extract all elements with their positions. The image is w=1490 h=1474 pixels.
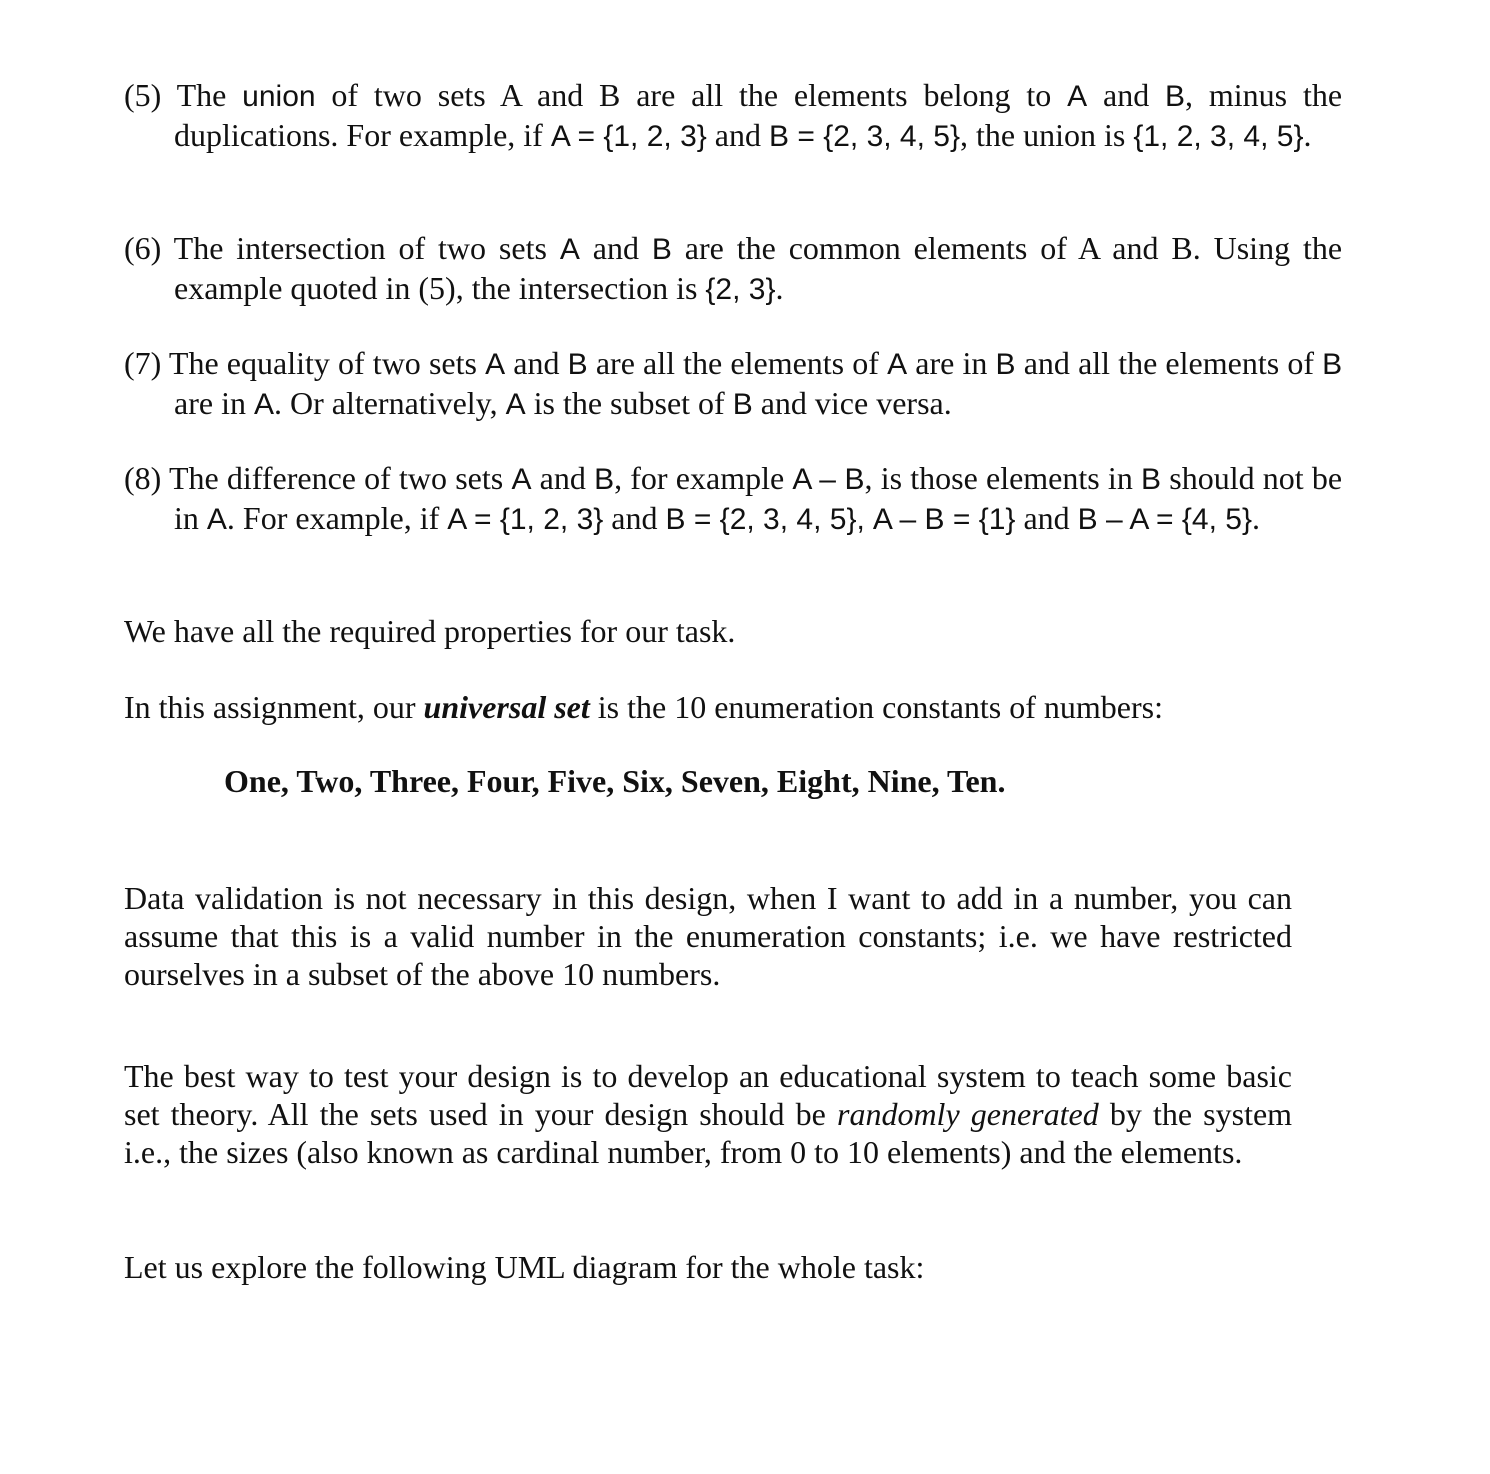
paragraph-uml-intro: Let us explore the following UML diagram for the whole task: xyxy=(124,1249,925,1285)
paragraph-data-validation: Data validation is not necessary in this design, when I want to add in a number, you can assume that this is a valid number in the enumeration constants; i.e. we have restricted ourselves in a subset of the above 10 numbers. xyxy=(124,880,1292,992)
item-equality: (7) The equality of two sets A and B are all the elements of A are in B and all the elements of B are in A. Or alternatively, A is the subset of B and vice versa. xyxy=(124,345,1343,421)
item-union: (5) The union of two sets A and B are all the elements belong to A and B, minus the duplications. For example, if A = {1, 2, 3} and B = {2, 3, 4, 5}, the union is {1, 2, 3, 4, 5}. xyxy=(124,77,1343,153)
term-union: union xyxy=(242,80,316,113)
paragraph-testing: The best way to test your design is to develop an educational system to teach some basic set theory. All the sets used in your design should be randomly generated by the system i.e., the sizes (also known as cardinal number, from 0 to 10 elements) and the elements. xyxy=(124,1058,1293,1170)
paragraph-universal-set: In this assignment, our universal set is the 10 enumeration constants of numbers: xyxy=(124,689,1163,725)
item-intersection: (6) The intersection of two sets A and B are the common elements of A and B. Using the example quoted in (5), the intersection is {2, 3}. xyxy=(124,230,1343,306)
term-universal-set: universal set xyxy=(423,689,590,725)
paragraph-required-properties: We have all the required properties for our task. xyxy=(124,613,736,649)
item-difference: (8) The difference of two sets A and B, for example A – B, is those elements in B should not be in A. For example, if A = {1, 2, 3} and B = {2, 3, 4, 5}, A – B = {1} and B – A = {4, 5}. xyxy=(124,460,1343,536)
term-randomly-generated: randomly generated xyxy=(836,1096,1099,1132)
enumeration-constants: One, Two, Three, Four, Five, Six, Seven, Eight, Nine, Ten. xyxy=(224,763,1006,799)
